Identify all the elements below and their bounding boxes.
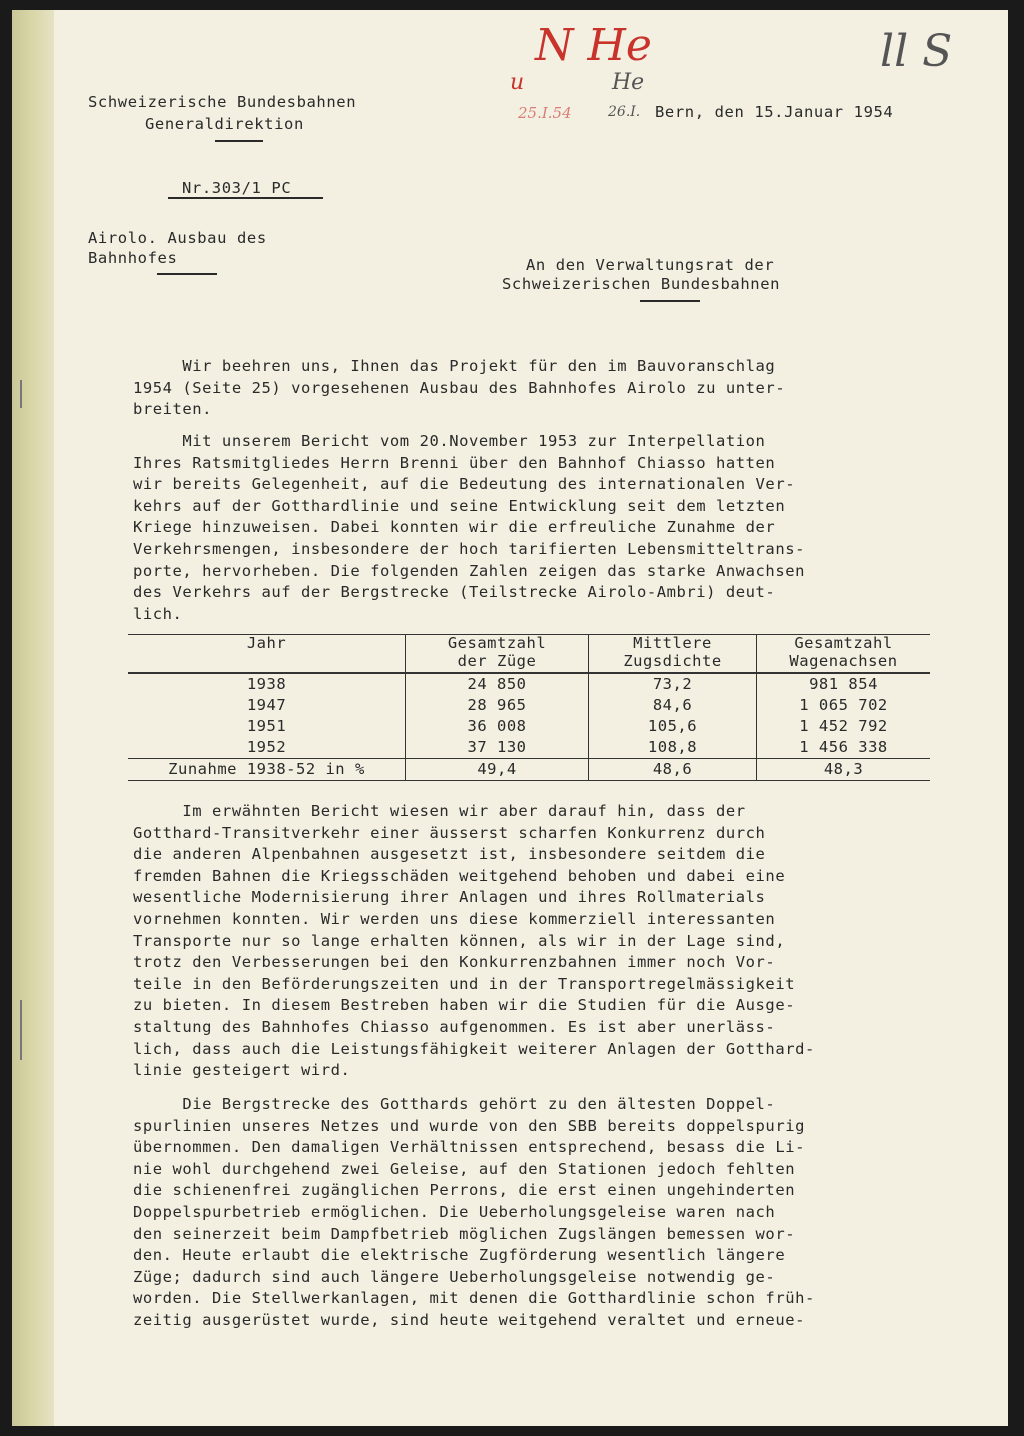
date-line: Bern, den 15.Januar 1954 xyxy=(655,103,894,121)
text-line: Wir beehren uns, Ihnen das Projekt für den im Bauvoranschlag xyxy=(133,357,776,375)
cell-axles: 1 452 792 xyxy=(799,717,888,735)
column-header-density: Mittlere Zugsdichte xyxy=(589,634,757,673)
org-department: Generaldirektion xyxy=(145,115,304,133)
cell-trains: 36 008 xyxy=(406,716,589,737)
recipient-line-2: Schweizerischen Bundesbahnen xyxy=(502,275,781,293)
text-line: kehrs auf der Gotthardlinie und seine Entwicklung seit dem letzten xyxy=(133,496,786,515)
text-line: porte, hervorheben. Die folgenden Zahlen zeigen das starke Anwachsen xyxy=(133,561,805,580)
cell-density: 108,8 xyxy=(589,737,757,759)
text-line: Kriege hinzuweisen. Dabei konnten wir die erfreuliche Zunahme der xyxy=(133,518,776,537)
text-line: den. Heute erlaubt die elektrische Zugförderung wesentlich längere xyxy=(133,1246,786,1265)
cell-density: 105,6 xyxy=(589,716,757,737)
column-header-axles: Gesamtzahl Wagenachsen xyxy=(757,634,931,673)
reference-number: Nr.303/1 PC xyxy=(182,179,292,197)
text-line: linie gesteigert wird. xyxy=(133,1061,351,1080)
handwritten-date-dark: 26.I. xyxy=(608,104,641,120)
text-line: fremden Bahnen die Kriegsschäden weitgehend behoben und dabei eine xyxy=(133,866,786,885)
org-name: Schweizerische Bundesbahnen xyxy=(88,93,357,111)
cell-total-axles: 48,3 xyxy=(757,759,931,781)
binding-mark xyxy=(20,1000,22,1060)
text-line: nie wohl durchgehend zwei Geleise, auf den Stationen jedoch fehlten xyxy=(133,1159,796,1178)
text-line: wir bereits Gelegenheit, auf die Bedeutung des internationalen Ver- xyxy=(133,475,796,494)
text-line: worden. Die Stellwerkanlagen, mit denen die Gotthardlinie schon früh- xyxy=(133,1289,815,1308)
cell-density: 73,2 xyxy=(589,673,757,695)
text-line: des Verkehrs auf der Bergstrecke (Teilstrecke Airolo-Ambri) deut- xyxy=(133,583,776,602)
text-line: teile in den Beförderungszeiten und in der Transportregelmässigkeit xyxy=(133,974,796,993)
text-line: vornehmen konnten. Wir werden uns diese kommerziell interessanten xyxy=(133,909,776,928)
table-row xyxy=(128,673,930,695)
text-line: Verkehrsmengen, insbesondere der hoch tarifierten Lebensmitteltrans- xyxy=(133,539,805,558)
text-line: Mit unserem Bericht vom 20.November 1953 zur Interpellation xyxy=(133,432,766,450)
text-line: spurlinien unseres Netzes und wurde von den SBB bereits doppelspurig xyxy=(133,1116,805,1135)
table-row xyxy=(128,737,930,759)
cell-total-density: 48,6 xyxy=(589,759,757,781)
handwritten-initials-dark: He xyxy=(612,70,645,95)
text-line: Züge; dadurch sind auch längere Ueberholungsgeleise notwendig ge- xyxy=(133,1267,776,1286)
divider xyxy=(157,273,217,275)
table-row xyxy=(128,716,930,737)
subject-line-2: Bahnhofes xyxy=(88,249,178,267)
text-line: zeitig ausgerüstet wurde, sind heute weitgehend veraltet und erneue- xyxy=(133,1310,805,1329)
cell-axles: 981 854 xyxy=(809,675,878,693)
handwritten-date-red: 25.I.54 xyxy=(518,104,572,122)
subject-line-1: Airolo. Ausbau des xyxy=(88,229,267,247)
binding-strip xyxy=(12,10,54,1426)
text-line: Ihres Ratsmitgliedes Herrn Brenni über den Bahnhof Chiasso hatten xyxy=(133,453,776,472)
table-header-row xyxy=(128,634,930,673)
text-line: Die Bergstrecke des Gotthards gehört zu den ältesten Doppel- xyxy=(133,1095,776,1113)
cell-total-label: Zunahme 1938-52 in % xyxy=(128,759,406,781)
cell-year: 1951 xyxy=(128,716,406,737)
text-line: zu bieten. In diesem Bestreben haben wir die Studien für die Ausge- xyxy=(133,996,796,1015)
text-line: übernommen. Den damaligen Verhältnissen entsprechend, besass die Li- xyxy=(133,1138,805,1157)
reference-underline xyxy=(168,197,323,199)
text-line: Transporte nur so lange erhalten können, als wir in der Lage sind, xyxy=(133,931,786,950)
cell-total-trains: 49,4 xyxy=(406,759,589,781)
text-line: lich. xyxy=(133,604,183,623)
cell-trains: 28 965 xyxy=(406,695,589,716)
text-line: Doppelspurbetrieb ermöglichen. Die Ueberholungsgeleise waren nach xyxy=(133,1202,776,1221)
divider xyxy=(215,140,263,142)
recipient-line-1: An den Verwaltungsrat der xyxy=(526,256,775,274)
cell-axles: 1 065 702 xyxy=(799,696,888,714)
text-line: lich, dass auch die Leistungsfähigkeit weiterer Anlagen der Gotthard- xyxy=(133,1039,815,1058)
table-total-row xyxy=(128,759,930,781)
text-line: trotz den Verbesserungen bei den Konkurrenzbahnen immer noch Vor- xyxy=(133,953,776,972)
paragraph-1 xyxy=(133,356,943,421)
cell-axles: 1 456 338 xyxy=(799,738,888,756)
traffic-table xyxy=(128,634,930,781)
handwritten-corner-mark: ll S xyxy=(880,26,953,77)
cell-trains: 24 850 xyxy=(406,673,589,695)
table-row xyxy=(128,695,930,716)
cell-year: 1947 xyxy=(128,695,406,716)
handwritten-mark-red: u xyxy=(510,70,525,95)
text-line: staltung des Bahnhofes Chiasso aufgenommen. Es ist aber unerläss- xyxy=(133,1017,776,1036)
paragraph-4 xyxy=(133,1094,943,1332)
cell-year: 1938 xyxy=(128,673,406,695)
handwritten-initials-red: N He xyxy=(535,20,652,71)
text-line: die schienenfrei zugänglichen Perrons, die erst einen ungehinderten xyxy=(133,1181,796,1200)
column-header-trains: Gesamtzahl der Züge xyxy=(406,634,589,673)
cell-trains: 37 130 xyxy=(406,737,589,759)
column-header-year: Jahr xyxy=(128,634,406,673)
paragraph-2 xyxy=(133,431,943,625)
text-line: Im erwähnten Bericht wiesen wir aber darauf hin, dass der xyxy=(133,802,746,820)
text-line: 1954 (Seite 25) vorgesehenen Ausbau des Bahnhofes Airolo zu unter- xyxy=(133,378,786,397)
text-line: breiten. xyxy=(133,400,213,419)
cell-year: 1952 xyxy=(128,737,406,759)
cell-density: 84,6 xyxy=(589,695,757,716)
text-line: wesentliche Modernisierung ihrer Anlagen und ihres Rollmaterials xyxy=(133,888,766,907)
text-line: den seinerzeit beim Dampfbetrieb möglichen Zugslängen bemessen wor- xyxy=(133,1224,796,1243)
text-line: Gotthard-Transitverkehr einer äusserst scharfen Konkurrenz durch xyxy=(133,823,766,842)
text-line: die anderen Alpenbahnen ausgesetzt ist, insbesondere seitdem die xyxy=(133,845,766,864)
binding-mark xyxy=(20,380,22,408)
paragraph-3 xyxy=(133,801,943,1082)
divider xyxy=(640,300,700,302)
